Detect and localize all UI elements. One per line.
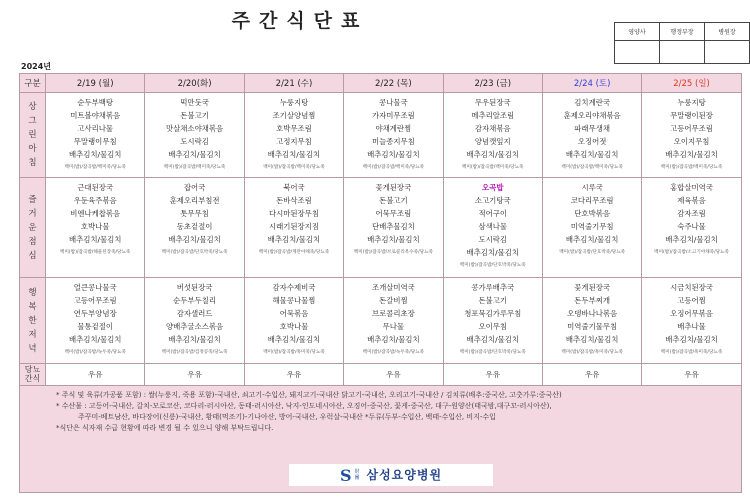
menu-item: 오곡밥 (482, 183, 504, 192)
snack-cell: 우유 (642, 364, 741, 386)
lunch-row (20, 178, 742, 278)
menu-item: 오징어젓 (577, 137, 607, 146)
menu-item: 버섯된장국 (176, 283, 213, 292)
menu-item: 돈불고기 (379, 196, 408, 205)
menu-item: 배추김치/물김치 (367, 150, 420, 159)
menu-item: 감자조림 (677, 209, 706, 218)
menu-item: 고정지무침 (276, 137, 312, 146)
snack-row (20, 364, 742, 386)
menu-item: 톳무무침 (180, 209, 209, 218)
breakfast-row (20, 93, 742, 178)
menu-item: 북어국 (283, 183, 305, 192)
menu-item: 어묵무조림 (375, 209, 412, 218)
menu-item: 고등어무조림 (670, 124, 713, 133)
menu-item: 연두부양념장 (73, 309, 117, 318)
menu-item: 조개살미역국 (371, 283, 415, 292)
menu-item: 동초겉절이 (176, 222, 213, 231)
rice-porridge-note: 백미(밥)/잡곡밥/단호박죽/당뇨죽 (459, 350, 526, 355)
menu-item: 감자수제비국 (272, 283, 316, 292)
menu-item: 떡만둣국 (180, 98, 209, 107)
menu-cell (244, 178, 343, 278)
snack-cell: 우유 (46, 364, 145, 386)
menu-item: 배추김치/물김치 (168, 235, 221, 244)
menu-item: 단호박볶음 (574, 209, 610, 218)
day-header: 2/22 (목) (344, 74, 443, 93)
menu-item: 순두부두칠리 (173, 296, 216, 305)
menu-item: 배추김치/물김치 (565, 150, 619, 159)
approval-box (614, 22, 750, 64)
menu-item: 배추김치/물김치 (466, 248, 519, 257)
rice-porridge-note: 백미(밥)/잡곡밥/흑미죽/당뇨죽 (561, 350, 623, 355)
menu-cell (244, 278, 343, 364)
meal-label-dinner: 행복한저녁 (20, 278, 46, 364)
menu-item: 해물콩나물찜 (272, 296, 316, 305)
menu-item: 무말랭이무침 (73, 137, 117, 146)
menu-item: 도시락김 (180, 137, 209, 146)
rice-porridge-note: 백미(밥)/잡곡밥/백미죽/당뇨죽 (462, 165, 524, 170)
menu-item: 파래무생채 (574, 124, 610, 133)
menu-item: 고사리나물 (77, 124, 114, 133)
menu-item: 제육볶음 (677, 196, 706, 205)
rice-porridge-note: 백미(밥)/잡곡밥/단호박죽/당뇨죽 (161, 250, 228, 255)
menu-item: 고등어무조림 (73, 296, 117, 305)
menu-item: 꽃게된장국 (574, 283, 610, 292)
menu-item: 오뎅바나나볶음 (567, 309, 618, 318)
menu-cell (46, 278, 145, 364)
snack-cell: 우유 (443, 364, 542, 386)
note-line: * 수산물 : 고등어-국내산, 갈치-모로코산, 코다리-러시아산, 동태-러시아산, 낙지-인도네시아산, 오징어-중국산, 꽃게-중국산, 대구-원양산(태국밤,대구꼬-러시아산), (56, 402, 552, 410)
menu-item: 호박나물 (279, 322, 309, 331)
menu-item: 메추리알조림 (471, 111, 515, 120)
menu-cell (46, 178, 145, 278)
menu-item: 오이무침 (478, 322, 508, 331)
year-label: 2024년 (21, 62, 51, 71)
menu-cell (443, 178, 542, 278)
rice-porridge-note: 백미(밥)/잡곡밥/백미죽/당뇨죽 (64, 165, 126, 170)
menu-cell (244, 93, 343, 178)
menu-item: 돈두부찌개 (574, 296, 610, 305)
rice-porridge-note: 백미(밥)/잡곡밥/백미죽/당뇨죽 (561, 165, 623, 170)
menu-item: 미트볼야채볶음 (70, 111, 121, 120)
menu-item: 훈제오리부침전 (169, 196, 220, 205)
menu-item: 배추나물 (677, 322, 706, 331)
menu-item: 가자미무조림 (371, 111, 415, 120)
snack-cell: 우유 (542, 364, 641, 386)
menu-item: 적어구이 (478, 209, 508, 218)
day-header: 2/21 (수) (244, 74, 343, 93)
weekly-menu-table (19, 73, 742, 493)
rice-porridge-note: 백미(밥)/잡곡밥/백미죽/당뇨죽 (362, 165, 425, 170)
menu-item: 콩나물국 (379, 98, 408, 107)
menu-item: 배추김치/물김치 (68, 150, 122, 159)
menu-item: 배추김치/물김치 (367, 235, 420, 244)
menu-cell (642, 178, 741, 278)
menu-cell (145, 178, 244, 278)
meal-label-breakfast: 상그린아침 (20, 93, 46, 178)
page-title: 주간식단표 (231, 10, 369, 32)
menu-cell (344, 93, 443, 178)
menu-item: 돈갈비찜 (379, 296, 408, 305)
rice-porridge-note: 백미(밥)/잡곡밥/해물된장죽/당뇨죽 (60, 250, 131, 255)
menu-item: 김치계란국 (574, 98, 610, 107)
menu-item: 얼큰콩나물국 (73, 283, 117, 292)
rice-porridge-note: 백미(밥)/잡곡밥/단호박죽/당뇨죽 (559, 250, 626, 255)
menu-cell (542, 93, 641, 178)
menu-item: 물통겉절이 (77, 322, 114, 331)
menu-item: 단배추물김치 (371, 222, 415, 231)
menu-item: 어묵볶음 (279, 309, 309, 318)
snack-cell: 우유 (244, 364, 343, 386)
menu-item: 무나물 (382, 322, 405, 331)
rice-porridge-note: 백미(밥)/잡곡밥/백미죽/당뇨죽 (263, 165, 325, 170)
note-line: *식단은 식자재 수급 현황에 따라 변경 될 수 있으니 양해 부탁드립니다. (56, 424, 274, 432)
menu-item: 삼색나물 (478, 222, 508, 231)
menu-item: 숙주나물 (677, 222, 706, 231)
menu-item: 돈불고기 (180, 111, 209, 120)
menu-item: 다시마된장무침 (268, 209, 319, 218)
rice-porridge-note: 백미(밥)/잡곡밥/백미죽/당뇨죽 (660, 165, 723, 170)
menu-item: 배추김치/물김치 (565, 235, 619, 244)
menu-item: 브로콜리초장 (371, 309, 415, 318)
menu-item: 누룽지탕 (279, 98, 309, 107)
menu-item: 잡어국 (183, 183, 206, 192)
logo-seal-icon: 財團 (354, 469, 360, 481)
menu-item: 배추김치/물김치 (665, 150, 718, 159)
dinner-row (20, 278, 742, 364)
menu-item: 감자샐러드 (176, 309, 213, 318)
notes-area (20, 386, 742, 493)
meal-label-snack: 당뇨간식 (20, 364, 46, 386)
day-header: 2/23 (금) (443, 74, 542, 93)
menu-item: 배추김치/물김치 (565, 335, 619, 344)
menu-item: 배추김치/물김치 (267, 335, 321, 344)
approval-admin-director: 행정부장 (660, 23, 705, 41)
day-header: 2/19 (월) (46, 74, 145, 93)
menu-item: 콩가루배추국 (471, 283, 515, 292)
note-line: 주꾸미-베트남산, 바다장어(신릉)-국내산, 황태(먹조기)-기나아산, 방어-국내산, 우럭살-국내산 *두류(두부-수입산, 백태-수입산, 비지-수입 (78, 413, 496, 421)
menu-item: 호박나물 (80, 222, 110, 231)
menu-item: 미역줄기무침 (570, 222, 614, 231)
menu-item: 배추김치/물김치 (665, 335, 718, 344)
menu-item: 비엔나케찹볶음 (70, 209, 121, 218)
menu-cell (542, 178, 641, 278)
day-header: 2/24 (토) (542, 74, 641, 93)
menu-cell (642, 278, 741, 364)
menu-item: 시루국 (581, 183, 603, 192)
menu-item: 청포묵김가루무침 (464, 309, 522, 318)
approval-dietitian: 영양사 (615, 23, 660, 41)
rice-porridge-note: 백미(밥)/잡곡밥/브로콜리옥수죽/당뇨죽 (353, 250, 433, 255)
menu-cell (344, 278, 443, 364)
day-header: 2/25 (일) (642, 74, 741, 93)
approval-sign-cell (615, 41, 660, 64)
menu-item: 조기살양념찜 (272, 111, 316, 120)
rice-porridge-note: 백미(밥)/잡곡밥/녹두죽/당뇨죽 (64, 350, 126, 355)
menu-item: 무말랭이된장 (670, 111, 713, 120)
menu-item: 배추김치/물김치 (466, 150, 519, 159)
menu-item: 시래기된장지짐 (268, 222, 319, 231)
menu-item: 고등어찜 (677, 296, 706, 305)
notes-row (20, 386, 742, 493)
menu-item: 배추김치/물김치 (665, 235, 718, 244)
menu-item: 우둔육주볶음 (73, 196, 117, 205)
menu-item: 오징어무볶음 (670, 309, 713, 318)
menu-item: 배추김치/물김치 (267, 150, 321, 159)
menu-cell (443, 278, 542, 364)
rice-porridge-note: 백미(밥)/잡곡밥/단호박죽/당뇨죽 (459, 263, 526, 268)
menu-item: 배추김치/물김치 (68, 335, 122, 344)
menu-cell (642, 93, 741, 178)
logo-emblem-icon: S (339, 465, 352, 485)
menu-item: 배추김치/물김치 (267, 235, 321, 244)
menu-item: 돈불고기 (478, 296, 508, 305)
approval-sign-cell (660, 41, 705, 64)
menu-item: 코다리무조림 (570, 196, 614, 205)
rice-porridge-note: 백미(밥)/잡곡밥/백미죽/당뇨죽 (163, 165, 226, 170)
menu-item: 돈바삭조림 (276, 196, 312, 205)
menu-cell (145, 93, 244, 178)
rice-porridge-note: 백미(밥)/잡곡밥/녹두죽/당뇨죽 (362, 350, 425, 355)
snack-cell: 우유 (344, 364, 443, 386)
menu-cell (542, 278, 641, 364)
menu-item: 감자채볶음 (474, 124, 511, 133)
menu-cell (443, 93, 542, 178)
menu-item: 무우된장국 (474, 98, 511, 107)
rice-porridge-note: 백미(밥)/잡곡밥/계란야채죽/당뇨죽 (258, 250, 330, 255)
menu-item: 근대된장국 (77, 183, 114, 192)
menu-item: 누룽지탕 (677, 98, 706, 107)
menu-cell (344, 178, 443, 278)
hospital-logo (289, 464, 493, 486)
menu-item: 오이지무침 (673, 137, 710, 146)
approval-sign-cell (705, 41, 750, 64)
day-header: 2/20(화) (145, 74, 244, 93)
menu-item: 호박무조림 (276, 124, 312, 133)
menu-item: 시금치된장국 (670, 283, 713, 292)
menu-item: 꽃게된장국 (375, 183, 412, 192)
origin-notes (56, 390, 735, 434)
note-line: * 주식 및 육류(가공품 포함) : 쌀(누룽지, 죽용 포함)-국내산, 쇠고기-수입산, 돼지고기-국내산 닭고기-국내산, 오리고기-국내산 / 김치류(배추:중국산, 고춧가루:중국산) (56, 391, 562, 399)
rice-porridge-note: 백미(밥)/잡곡밥/흑미죽/당뇨죽 (263, 350, 325, 355)
menu-item: 야채계란찜 (375, 124, 412, 133)
menu-cell (46, 93, 145, 178)
rice-porridge-note: 백미(밥)/잡곡밥/흑미죽/당뇨죽 (660, 350, 723, 355)
menu-item: 훈제오리야채볶음 (563, 111, 621, 120)
menu-item: 홍합살미역국 (670, 183, 713, 192)
header-row (20, 74, 742, 93)
hospital-name: 삼성요양병원 (366, 467, 443, 482)
menu-item: 배추김치/물김치 (68, 235, 122, 244)
menu-item: 배추김치/물김치 (367, 335, 420, 344)
rice-porridge-note: 백미(밥)/잡곡밥/소고기야채죽/당뇨죽 (654, 250, 729, 255)
menu-item: 맛살채소야채볶음 (166, 124, 224, 133)
menu-item: 도시락김 (478, 235, 508, 244)
menu-item: 소고기탕국 (474, 196, 511, 205)
approval-hospital-director: 병원장 (705, 23, 750, 41)
snack-cell: 우유 (145, 364, 244, 386)
menu-item: 양배추굴소스볶음 (166, 322, 224, 331)
menu-item: 미늘종지무침 (371, 137, 415, 146)
menu-item: 순두부백탕 (77, 98, 114, 107)
menu-item: 배추김치/물김치 (168, 335, 221, 344)
header-label: 구분 (20, 74, 46, 93)
menu-item: 미역줄기물무침 (567, 322, 618, 331)
menu-item: 배추김치/물김치 (168, 150, 221, 159)
menu-item: 배추김치/물김치 (466, 335, 519, 344)
menu-item: 양념깻잎지 (474, 137, 511, 146)
rice-porridge-note: 백미(밥)/잡곡밥/검정콩죽/당뇨죽 (161, 350, 228, 355)
meal-label-lunch: 즐거운점심 (20, 178, 46, 278)
menu-cell (145, 278, 244, 364)
